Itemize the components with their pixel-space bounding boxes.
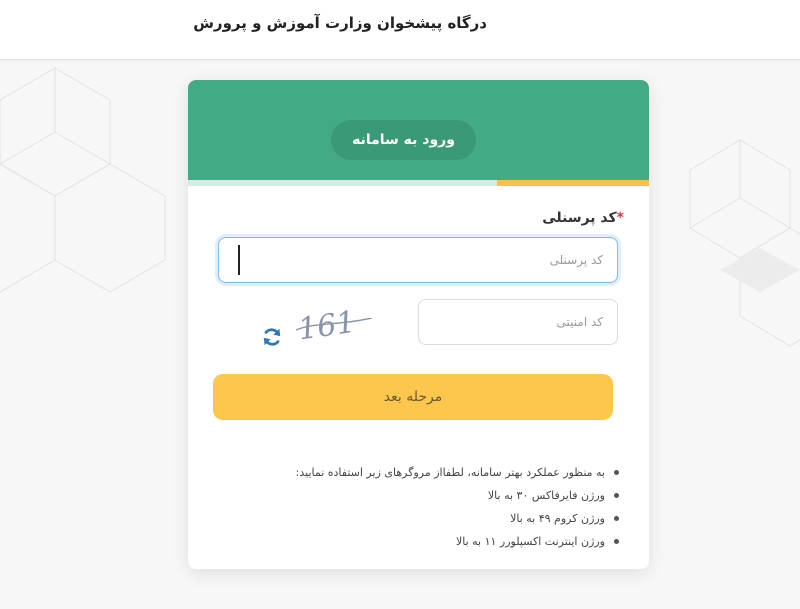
browser-notes (259, 461, 619, 553)
note-item: ورژن فایرفاکس ۳۰ به بالا (259, 484, 619, 507)
personnel-code-label-text: کد پرسنلی (542, 210, 617, 226)
note-item: ورژن کروم ۴۹ به بالا (259, 507, 619, 530)
note-item: به منظور عملکرد بهتر سامانه، لطفااز مروگرهای زیر استفاده نمایید: (259, 461, 619, 484)
note-item: ورژن اینترنت اکسپلورر ۱۱ به بالا (259, 530, 619, 553)
captcha-noise (296, 318, 372, 332)
captcha-image: 161 (295, 304, 358, 347)
login-card (188, 80, 649, 569)
next-step-button[interactable]: مرحله بعد (213, 374, 613, 420)
header-accent-bar (497, 180, 649, 186)
required-mark: * (616, 210, 624, 226)
personnel-code-label (542, 210, 624, 226)
text-cursor (238, 245, 240, 275)
personnel-code-input[interactable] (218, 237, 618, 283)
security-code-input[interactable] (418, 299, 618, 345)
card-header (188, 80, 649, 186)
header-divider (188, 180, 497, 186)
login-title: ورود به سامانه (331, 120, 476, 160)
top-bar (0, 0, 800, 60)
refresh-icon[interactable] (261, 326, 283, 348)
portal-title: درگاه پیشخوان وزارت آموزش و پرورش (193, 14, 487, 32)
